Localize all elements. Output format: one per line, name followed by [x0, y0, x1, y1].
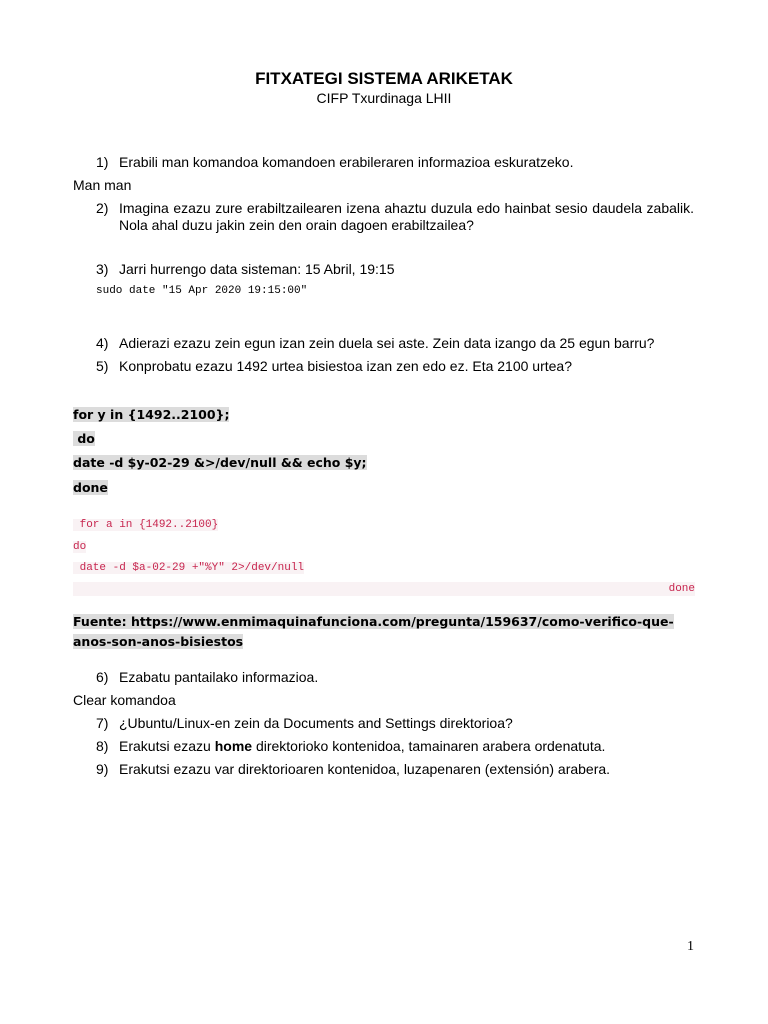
code-line-pink-1: for a in {1492..2100}: [73, 519, 219, 531]
item-text: Erakutsi ezazu var direktorioaren kontenidoa, luzapenaren (extensión) arabera.: [119, 761, 611, 777]
bold-home: home: [214, 738, 253, 754]
item-text: Adierazi ezazu zein egun izan zein duela sei aste. Zein data izango da 25 egun barru?: [119, 335, 655, 351]
item-number: 5): [96, 358, 109, 374]
exercise-item-6: [96, 669, 694, 686]
exercise-item-2: [96, 200, 694, 234]
item-number: 4): [96, 335, 109, 351]
code-line-bold-3: date -d $y-02-29 &>/dev/null && echo $y;: [73, 455, 367, 470]
item-number: 9): [96, 761, 109, 777]
code-line-pink-4: done: [73, 582, 695, 596]
command-3: sudo date "15 Apr 2020 19:15:00": [96, 285, 308, 297]
item-text: Erakutsi ezazu home direktorioko kontenidoa, tamainaren arabera ordenatuta.: [119, 738, 606, 754]
item-text: Konprobatu ezazu 1492 urtea bisiestoa izan zen edo ez. Eta 2100 urtea?: [119, 358, 572, 374]
exercise-item-3: [96, 261, 694, 278]
item-number: 7): [96, 715, 109, 731]
exercise-item-9: [96, 761, 694, 778]
item-number: 6): [96, 669, 109, 685]
code-line-pink-3: date -d $a-02-29 +"%Y" 2>/dev/null: [73, 562, 305, 574]
item-text: Jarri hurrengo data sisteman: 15 Abril, 19:15: [119, 261, 395, 277]
code-line-bold-4: done: [73, 480, 108, 495]
code-line-bold-1: for y in {1492..2100};: [73, 407, 230, 422]
source-reference: Fuente: https://www.enmimaquinafunciona.com/pregunta/159637/como-verifico-que-anos-son-anos-bisiestos: [73, 614, 674, 649]
item-number: 8): [96, 738, 109, 754]
exercise-item-8: [96, 738, 694, 755]
document-subtitle: CIFP Txurdinaga LHII: [316, 90, 452, 106]
item-number: 3): [96, 261, 109, 277]
page-number: 1: [687, 939, 694, 954]
code-line-pink-2: do: [73, 541, 87, 553]
item-text: Erabili man komandoa komandoen erabileraren informazioa eskuratzeko.: [119, 154, 574, 170]
item-text: Imagina ezazu zure erabiltzailearen izena ahaztu duzula edo hainbat sesio daudela zabalik. Nola ahal duzu jakin zein den orain dagoen erabiltzailea?: [119, 200, 694, 233]
code-line-bold-2: do: [73, 431, 95, 446]
answer-6: Clear komandoa: [73, 692, 176, 708]
exercise-item-1: [96, 154, 694, 171]
exercise-item-5: [96, 358, 694, 375]
document-title: FITXATEGI SISTEMA ARIKETAK: [255, 69, 513, 88]
item-number: 2): [96, 200, 109, 216]
item-text: ¿Ubuntu/Linux-en zein da Documents and Settings direktorioa?: [119, 715, 513, 731]
exercise-item-4: [96, 335, 694, 352]
item-number: 1): [96, 154, 109, 170]
exercise-item-7: [96, 715, 694, 732]
answer-1: Man man: [73, 177, 132, 193]
item-text: Ezabatu pantailako informazioa.: [119, 669, 319, 685]
